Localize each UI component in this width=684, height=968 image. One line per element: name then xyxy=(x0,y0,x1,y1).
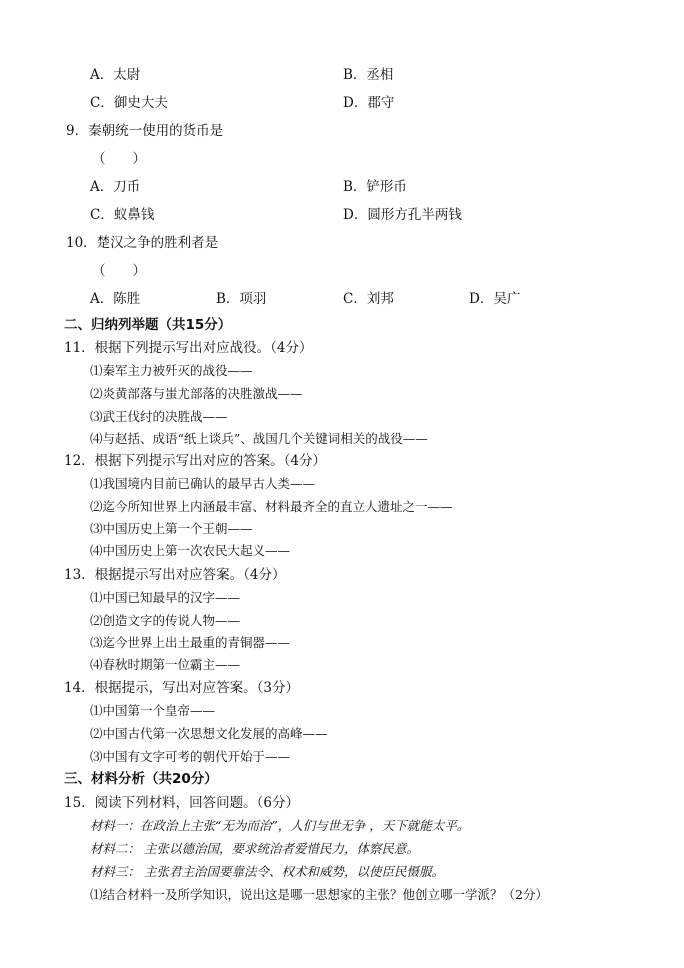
q10-stem: 10．楚汉之争的胜利者是 xyxy=(66,235,219,251)
q9-option-d: D．圆形方孔半两钱 xyxy=(343,207,462,223)
q10-option-d: D．吴广 xyxy=(469,291,521,307)
q15-material-1: 材料一：在政治上主张“无为而治”，人们与世无争 ，天下就能太平。 xyxy=(90,818,470,833)
q13-item-2: ⑵创造文字的传说人物—— xyxy=(90,613,241,628)
q12-item-2: ⑵迄今所知世界上内涵最丰富、材料最齐全的直立人遗址之一—— xyxy=(90,499,453,514)
q11-item-4: ⑷与赵括、成语“纸上谈兵”、战国几个关键词相关的战役—— xyxy=(90,431,428,446)
q9-option-c: C．蚁鼻钱 xyxy=(90,207,155,223)
q12-item-3: ⑶中国历史上第一个王朝—— xyxy=(90,521,253,536)
q9-option-b: B．铲形币 xyxy=(343,179,407,195)
q9-blank: （ ） xyxy=(92,151,146,167)
q8-option-d: D．郡守 xyxy=(343,95,395,111)
q10-option-a: A．陈胜 xyxy=(90,291,141,307)
q10-blank: （ ） xyxy=(92,263,146,279)
q12-item-4: ⑷中国历史上第一次农民大起义—— xyxy=(90,543,291,558)
q14-stem: 14．根据提示，写出对应答案。（3分） xyxy=(64,680,300,696)
q9-stem: 9．秦朝统一使用的货币是 xyxy=(66,123,224,139)
q14-item-2: ⑵中国古代第一次思想文化发展的高峰—— xyxy=(90,726,328,741)
q13-item-3: ⑶迄今世界上出土最重的青铜器—— xyxy=(90,635,291,650)
section-2-heading: 二、归纳列举题（共15分） xyxy=(64,317,232,333)
q15-material-2: 材料二： 主张以德治国，要求统治者爱惜民力，体察民意。 xyxy=(90,841,419,856)
q11-stem: 11．根据下列提示写出对应战役。（4分） xyxy=(64,340,313,356)
q13-item-1: ⑴中国已知最早的汉字—— xyxy=(90,590,241,605)
q14-item-1: ⑴中国第一个皇帝—— xyxy=(90,703,216,718)
q12-stem: 12．根据下列提示写出对应的答案。（4分） xyxy=(64,453,327,469)
q10-option-c: C．刘邦 xyxy=(343,291,394,307)
q9-option-a: A．刀币 xyxy=(90,179,141,195)
q11-item-1: ⑴秦军主力被歼灭的战役—— xyxy=(90,363,253,378)
section-3-heading: 三、材料分析（共20分） xyxy=(64,771,218,787)
q13-item-4: ⑷春秋时期第一位霸主—— xyxy=(90,657,241,672)
q14-item-3: ⑶中国有文字可考的朝代开始于—— xyxy=(90,749,291,764)
q11-item-3: ⑶武王伐纣的决胜战—— xyxy=(90,409,228,424)
q15-stem: 15．阅读下列材料，回答问题。（6分） xyxy=(64,795,300,811)
q15-material-3: 材料三： 主张君主治国要靠法令、权术和威势，以使臣民慑服。 xyxy=(90,864,444,879)
q15-subquestion-1: ⑴结合材料一及所学知识，说出这是哪一思想家的主张？他创立哪一学派？（2分） xyxy=(90,887,548,902)
q11-item-2: ⑵炎黄部落与蚩尤部落的决胜激战—— xyxy=(90,386,303,401)
q13-stem: 13．根据提示写出对应答案。（4分） xyxy=(64,567,286,583)
q12-item-1: ⑴我国境内目前已确认的最早古人类—— xyxy=(90,476,316,491)
q8-option-b: B．丞相 xyxy=(343,67,394,83)
q8-option-a: A．太尉 xyxy=(90,67,141,83)
q8-option-c: C．御史大夫 xyxy=(90,95,168,111)
q10-option-b: B．项羽 xyxy=(216,291,267,307)
